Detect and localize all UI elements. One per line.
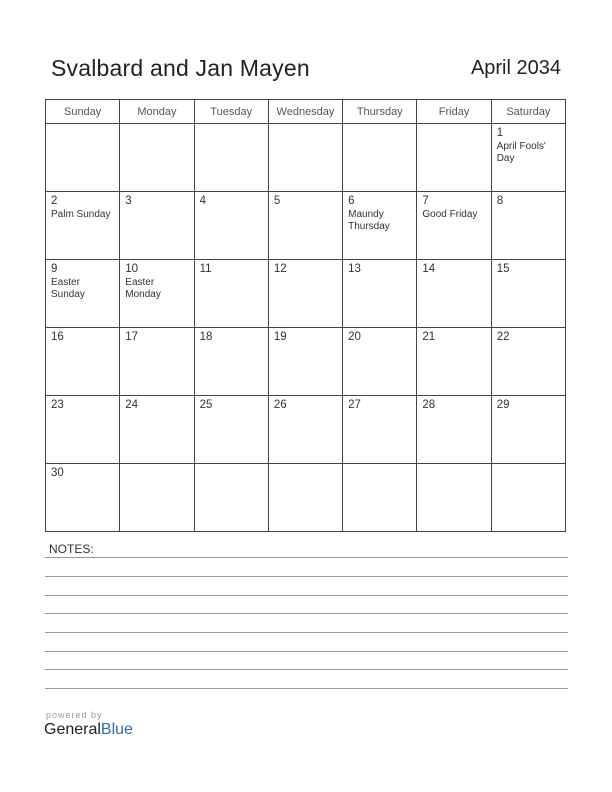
calendar-title: Svalbard and Jan Mayen xyxy=(51,55,310,81)
day-cell xyxy=(417,464,491,532)
day-cell xyxy=(120,124,194,192)
day-cell xyxy=(268,464,342,532)
day-number: 20 xyxy=(348,331,361,343)
day-number: 18 xyxy=(199,331,213,343)
note-line xyxy=(45,613,568,614)
day-number: 11 xyxy=(199,263,212,275)
day-cell xyxy=(46,124,120,192)
day-cell xyxy=(491,464,565,532)
day-cell xyxy=(268,124,342,192)
note-line xyxy=(45,669,568,670)
day-cell xyxy=(268,260,342,328)
weekday-header-row xyxy=(46,100,566,124)
weekday-monday: Monday xyxy=(120,100,194,124)
calendar-month: April 2034 xyxy=(470,57,561,79)
day-cell xyxy=(343,464,417,532)
day-cell xyxy=(120,396,194,464)
generalblue-logo[interactable] xyxy=(44,721,133,739)
day-number: 29 xyxy=(496,399,510,411)
weekday-saturday: Saturday xyxy=(491,100,565,124)
day-number: 17 xyxy=(125,331,139,343)
day-number: 12 xyxy=(273,263,287,275)
day-number: 24 xyxy=(125,399,139,411)
day-cell xyxy=(46,464,120,532)
day-number: 1 xyxy=(496,127,504,139)
day-cell xyxy=(491,328,565,396)
day-cell xyxy=(120,328,194,396)
day-cell xyxy=(194,328,268,396)
week-row xyxy=(46,260,566,328)
day-cell xyxy=(120,464,194,532)
day-cell xyxy=(491,260,565,328)
day-cell xyxy=(343,192,417,260)
day-cell xyxy=(417,192,491,260)
day-number: 21 xyxy=(422,331,436,343)
calendar-body xyxy=(46,124,566,532)
day-number: 7 xyxy=(422,195,429,207)
day-cell xyxy=(46,396,120,464)
day-number: 3 xyxy=(125,195,132,207)
weekday-tuesday: Tuesday xyxy=(194,100,268,124)
weekday-sunday: Sunday xyxy=(46,100,120,124)
note-line xyxy=(45,651,568,652)
day-cell xyxy=(417,328,491,396)
day-cell xyxy=(343,328,417,396)
week-row xyxy=(46,192,566,260)
day-cell xyxy=(194,260,268,328)
day-cell xyxy=(343,260,417,328)
note-line xyxy=(45,576,568,577)
weekday-thursday: Thursday xyxy=(343,100,417,124)
day-cell xyxy=(491,396,565,464)
day-cell xyxy=(194,192,268,260)
day-cell xyxy=(268,396,342,464)
day-cell xyxy=(46,260,120,328)
logo-blue-text: Blue xyxy=(100,721,133,738)
day-number: 30 xyxy=(51,467,64,479)
day-number: 5 xyxy=(273,195,281,207)
day-number: 27 xyxy=(348,399,361,411)
holiday-label: Easter Monday xyxy=(125,277,161,300)
day-number: 4 xyxy=(199,195,206,207)
note-line xyxy=(45,557,568,558)
day-cell xyxy=(46,328,120,396)
day-number: 23 xyxy=(51,399,64,411)
day-number: 13 xyxy=(348,263,361,275)
day-cell xyxy=(194,464,268,532)
day-cell xyxy=(417,260,491,328)
day-number: 16 xyxy=(51,331,64,343)
holiday-label: April Fools' Day xyxy=(496,141,546,164)
day-cell xyxy=(194,396,268,464)
day-cell xyxy=(417,124,491,192)
day-number: 10 xyxy=(125,263,139,275)
note-line xyxy=(45,595,568,596)
day-cell xyxy=(343,124,417,192)
note-line xyxy=(45,632,568,633)
day-number: 26 xyxy=(273,399,287,411)
day-cell xyxy=(491,124,565,192)
day-cell xyxy=(268,328,342,396)
holiday-label: Good Friday xyxy=(422,209,478,220)
calendar-grid xyxy=(45,99,566,532)
day-cell xyxy=(268,192,342,260)
week-row xyxy=(46,396,566,464)
week-row xyxy=(46,328,566,396)
day-number: 14 xyxy=(422,263,436,275)
day-cell xyxy=(46,192,120,260)
powered-by-text: powered by xyxy=(46,710,103,720)
note-line xyxy=(45,688,568,689)
weekday-friday: Friday xyxy=(417,100,491,124)
day-number: 6 xyxy=(348,195,355,207)
holiday-label: Palm Sunday xyxy=(51,209,111,220)
day-cell xyxy=(343,396,417,464)
weekday-wednesday: Wednesday xyxy=(268,100,342,124)
day-number: 25 xyxy=(199,399,213,411)
notes-label: NOTES: xyxy=(49,542,94,556)
holiday-label: Easter Sunday xyxy=(51,277,85,300)
day-cell xyxy=(491,192,565,260)
day-cell xyxy=(120,260,194,328)
day-number: 2 xyxy=(51,195,58,207)
day-number: 8 xyxy=(496,195,504,207)
day-number: 9 xyxy=(51,263,58,275)
day-number: 19 xyxy=(273,331,287,343)
holiday-label: Maundy Thursday xyxy=(348,209,390,232)
week-row xyxy=(46,464,566,532)
day-cell xyxy=(194,124,268,192)
day-number: 28 xyxy=(422,399,436,411)
day-cell xyxy=(417,396,491,464)
day-number: 15 xyxy=(496,263,510,275)
logo-general-text: General xyxy=(44,721,101,738)
day-cell xyxy=(120,192,194,260)
week-row xyxy=(46,124,566,192)
day-number: 22 xyxy=(496,331,510,343)
